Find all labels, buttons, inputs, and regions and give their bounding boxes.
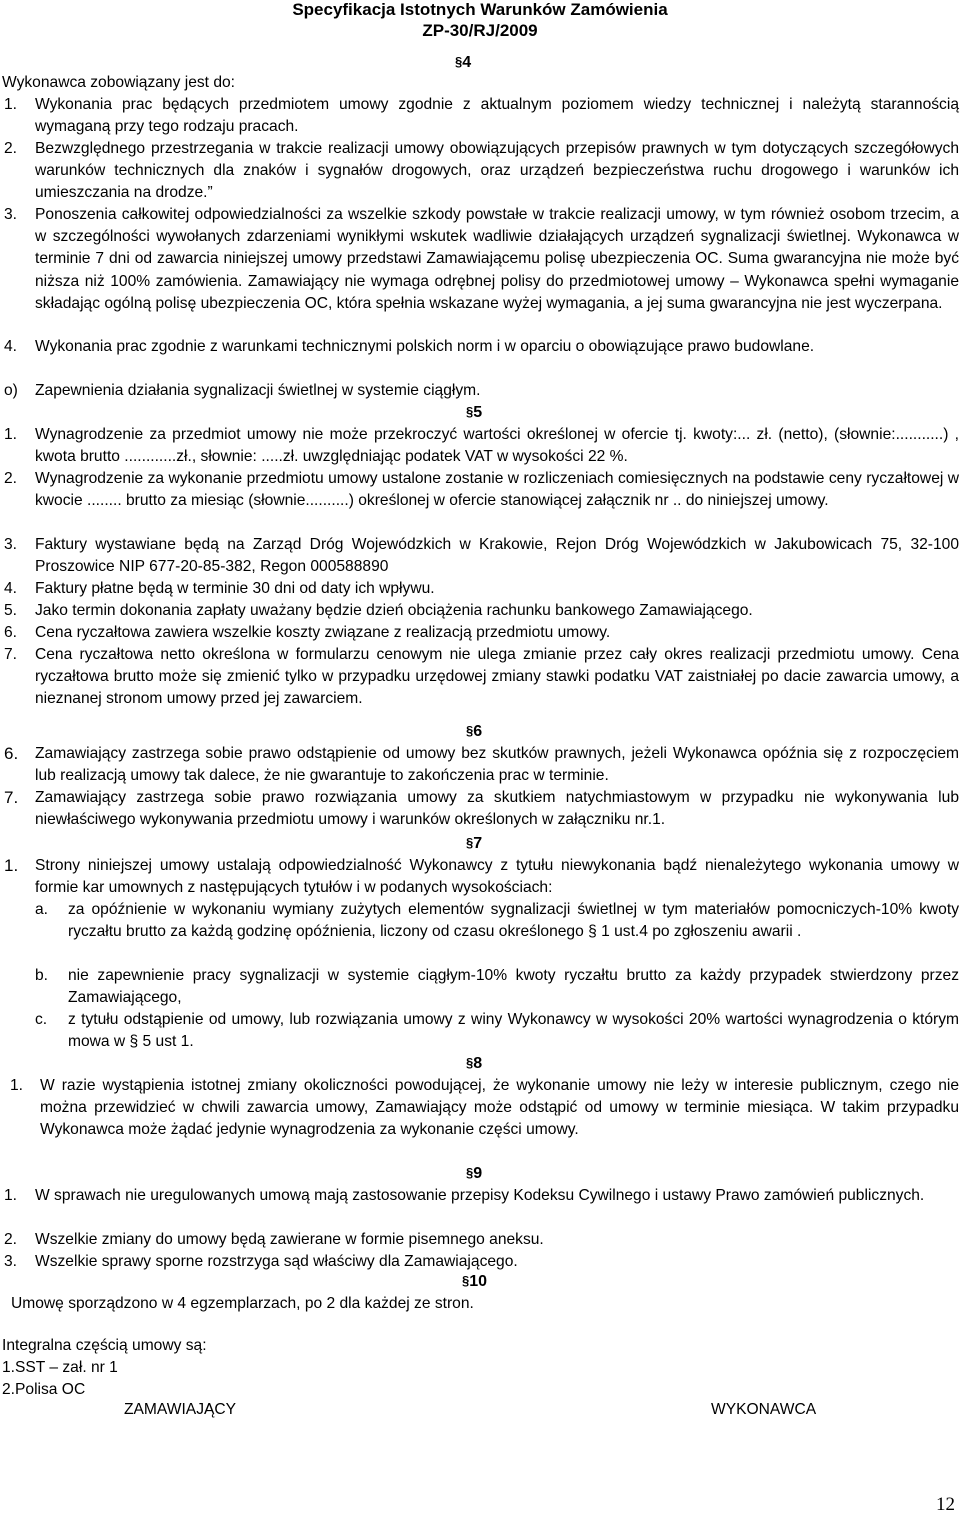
list-item: Wykonania prac zgodnie z warunkami technicznymi polskich norm i w oparciu o obowiązujące prawo budowlane. [35,338,815,355]
section-sign-icon: § [466,1055,474,1070]
list-item: Zamawiający zastrzega sobie prawo rozwiązania umowy za skutkiem natychmiastowym w przypadku nie wykonywania lub niewłaściwego wykonywania przedmiotu umowy i warunków określonych w załączniku nr.1. [35,789,959,829]
attachment-item: 2.Polisa OC [2,1381,86,1398]
section-heading-8: §8 [466,1055,483,1072]
list-item: Wszelkie zmiany do umowy będą zawierane w formie pisemnego aneksu. [35,1231,544,1248]
sublist-item: za opóźnienie w wykonaniu wymiany zużytych elementów sygnalizacji świetlnej w tym materiałów pomocniczych-10% kwoty ryczałtu brutto za każdą godzinę opóźnienia, liczony od czasu określonego § 1 ust.4 po zgłoszeniu awarii . [68,901,959,941]
list-item: W razie wystąpienia istotnej zmiany okoliczności powodującej, że wykonanie umowy nie leży w interesie publicznym, czego nie można przewidzieć w chwili zawarcia umowy, Zamawiający może odstąpić od umowy w terminie miesiąca. W takim przypadku Wykonawca może żądać jedynie wynagrodzenia za wykonanie części umowy. [40,1077,959,1139]
list-number: 1. [10,1077,24,1094]
list-item: Wszelkie sprawy sporne rozstrzyga sąd właściwy dla Zamawiającego. [35,1253,518,1270]
list-item: Zamawiający zastrzega sobie prawo odstąpienie od umowy bez skutków prawnych, jeżeli Wykonawca opóźnia się z rozpoczęciem lub realizacją umowy tak dalece, że nie gwarantuje to zakończenia prac w terminie. [35,745,959,785]
list-item: Zapewnienia działania sygnalizacji świetlnej w systemie ciągłym. [35,382,481,399]
section-10-text: Umowę sporządzono w 4 egzemplarzach, po 2 dla każdej ze stron. [11,1295,474,1312]
list-item: Faktury płatne będą w terminie 30 dni od daty ich wpływu. [35,580,435,597]
section-sign-icon: § [466,404,474,419]
section-heading-5: §5 [466,404,483,421]
section-heading-10: §10 [462,1273,488,1290]
section-sign-icon: § [466,835,474,850]
list-item: Cena ryczałtowa zawiera wszelkie koszty związane z realizacją przedmiotu umowy. [35,624,611,641]
list-number: 1. [4,1187,18,1204]
section-heading-7: §7 [466,835,483,852]
list-item: Jako termin dokonania zapłaty uważany będzie dzień obciążenia rachunku bankowego Zamawiającego. [35,602,753,619]
page-number: 12 [936,1494,955,1515]
document-code: ZP-30/RJ/2009 [422,21,538,40]
list-number: 7. [4,788,19,807]
list-item: W sprawach nie uregulowanych umową mają zastosowanie przepisy Kodeksu Cywilnego i ustawy Prawo zamówień publicznych. [35,1187,925,1204]
section-sign-icon: § [462,1273,470,1288]
list-number: 4. [4,580,18,597]
list-item: Bezwzględnego przestrzegania w trakcie realizacji umowy obowiązujących przepisów prawnych w tym dotyczących szczegółowych warunków technicznych dla znaków i sygnałów drogowych, oraz urządzeń bezpieczeństwa ruchu drogowego i warunków ich umieszczania na drodze.” [35,140,959,202]
list-number: 6. [4,624,18,641]
attachments-intro: Integralna częścią umowy są: [2,1337,207,1354]
list-item: Wykonania prac będących przedmiotem umowy zgodnie z aktualnym poziomem wiedzy technicznej i należytą starannością wymaganą przy tego rodzaju pracach. [35,96,959,136]
list-item: Strony niniejszej umowy ustalają odpowiedzialność Wykonawcy z tytułu niewykonania bądź nienależytego wykonania umowy w formie kar umownych z następujących tytułów i w podanych wysokościach: [35,857,959,897]
list-number: 3. [4,1253,18,1270]
section-heading-4: §4 [455,54,472,71]
list-number: 7. [4,646,18,663]
list-number: 3. [4,206,18,223]
section-sign-icon: § [466,1165,474,1180]
list-number: o) [4,382,18,399]
list-number: 6. [4,744,19,763]
section-4-intro: Wykonawca zobowiązany jest do: [2,74,236,91]
list-number: 5. [4,602,18,619]
sublist-item: nie zapewnienie pracy sygnalizacji w systemie ciągłym-10% kwoty ryczałtu brutto za każdy przypadek stwierdzony przez Zamawiającego, [68,967,959,1007]
sublist-letter: a. [35,901,49,918]
list-number: 2. [4,140,18,157]
signature-contractor: WYKONAWCA [711,1401,817,1418]
sublist-item: z tytułu odstąpienie od umowy, lub rozwiązania umowy z winy Wykonawcy w wysokości 20% wartości wynagrodzenia o którym mowa w § 5 ust 1. [68,1011,959,1051]
signature-contracting-authority: ZAMAWIAJĄCY [124,1401,237,1418]
document-title: Specyfikacja Istotnych Warunków Zamówienia [292,0,668,19]
section-sign-icon: § [466,723,474,738]
list-number: 4. [4,338,18,355]
section-sign-icon: § [455,54,463,69]
attachment-item: 1.SST – zał. nr 1 [2,1359,118,1376]
list-item: Cena ryczałtowa netto określona w formularzu cenowym nie ulega zmianie przez cały okres realizacji przedmiotu umowy. Cena ryczałtowa brutto może się zmienić tylko w przypadku urzędowej zmiany stawki podatku VAT zaistniałej po dacie zawarcia umowy, a nieznanej stronom umowy przed jej zawarciem. [35,646,959,708]
list-number: 1. [4,426,18,443]
list-item: Wynagrodzenie za wykonanie przedmiotu umowy ustalone zostanie w rozliczeniach comiesięcznych na podstawie ceny ryczałtowej w kwocie ........ brutto za miesiąc (słownie..........) określonej w ofercie stanowiącej załącznik nr .. do niniejszej umowy. [35,470,959,510]
list-item: Faktury wystawiane będą na Zarząd Dróg Wojewódzkich w Krakowie, Rejon Dróg Wojewódzkich w Jakubowicach 75, 32-100 Proszowice NIP 677-20-85-382, Regon 000588890 [35,536,959,576]
list-number: 2. [4,1231,18,1248]
sublist-letter: b. [35,967,49,984]
section-heading-6: §6 [466,723,483,740]
list-number: 1. [4,856,19,875]
sublist-letter: c. [35,1011,48,1028]
list-item: Wynagrodzenie za przedmiot umowy nie może przekroczyć wartości określonej w ofercie tj. kwoty:... zł. (netto), (słownie:...........) , kwota brutto ............zł., słownie: .....zł. uwzględniając podatek VAT w wysokości 22 %. [35,426,959,466]
list-number: 2. [4,470,18,487]
list-item: Ponoszenia całkowitej odpowiedzialności za wszelkie szkody powstałe w trakcie realizacji umowy, w tym również osobom trzecim, a w szczególności wywołanych zdarzeniami wynikłymi wskutek wadliwie działających urządzeń sygnalizacji świetlnej. Wykonawca w terminie 7 dni od zawarcia niniejszej umowy przedstawi Zamawiającemu polisę ubezpieczenia OC. Suma gwarancyjna nie może być niższa niż 100% zamówienia. Zamawiający nie wymaga odrębnej polisy do przedmiotowej umowy – Wykonawca spełni wymaganie składając ogólną polisę ubezpieczenia OC, która spełnia wskazane wyżej wymagania, a jej suma gwarancyjna nie jest wyczerpana. [35,206,959,312]
list-number: 1. [4,96,18,113]
section-heading-9: §9 [466,1165,483,1182]
list-number: 3. [4,536,18,553]
